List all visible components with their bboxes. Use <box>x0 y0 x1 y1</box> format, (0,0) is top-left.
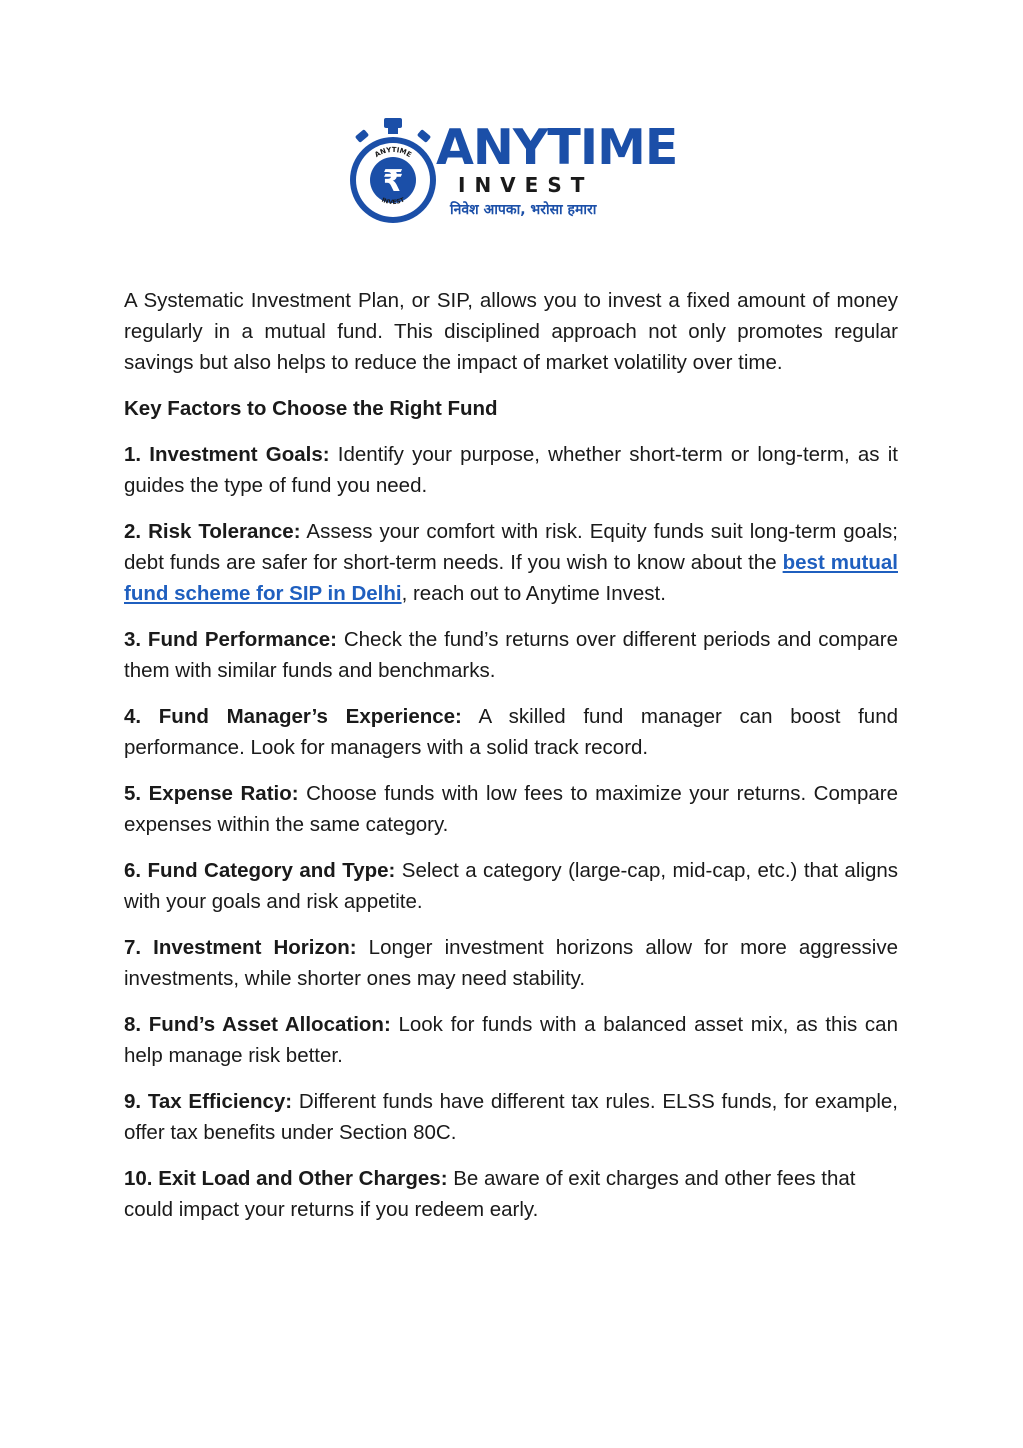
factor-label: 4. Fund Manager’s Experience: <box>124 705 462 728</box>
factor-text: Identify your purpose, whether short-term or long-term, as it guides the type of fund you need. <box>124 443 898 497</box>
factor-item <box>124 1163 898 1225</box>
factor-text: Check the fund’s returns over different periods and compare them with similar funds and benchmarks. <box>124 628 898 682</box>
stopwatch-rupee-icon <box>348 118 438 228</box>
rupee-symbol: ₹ <box>382 164 404 199</box>
factor-text: Different funds have different tax rules. ELSS funds, for example, offer tax benefits under Section 80C. <box>124 1090 898 1144</box>
factor-text-after: , reach out to Anytime Invest. <box>401 582 666 605</box>
factor-item <box>124 1009 898 1071</box>
factor-label: 8. Fund’s Asset Allocation: <box>124 1013 391 1036</box>
factor-label: 5. Expense Ratio: <box>124 782 299 805</box>
sip-delhi-link[interactable]: best mutual fund scheme for SIP in Delhi <box>124 551 898 605</box>
logo-sub: INVEST <box>458 173 594 197</box>
intro-paragraph: A Systematic Investment Plan, or SIP, allows you to invest a fixed amount of money regularly in a mutual fund. This disciplined approach not only promotes regular savings but also helps to reduce the impact of market volatility over time. <box>124 289 898 374</box>
factor-text: Longer investment horizons allow for more aggressive investments, while shorter ones may need stability. <box>124 936 899 990</box>
factor-label: 10. Exit Load and Other Charges: <box>124 1167 448 1190</box>
factor-label: 1. Investment Goals: <box>124 443 330 466</box>
factor-label: 3. Fund Performance: <box>124 628 338 651</box>
factor-label: 6. Fund Category and Type: <box>124 859 396 882</box>
article-body <box>124 285 898 1240</box>
logo-brand: ANYTIME <box>436 119 678 176</box>
factor-label: 7. Investment Horizon: <box>124 936 357 959</box>
badge-top-text: ANYTIME <box>373 145 413 160</box>
factor-item <box>124 1086 898 1148</box>
section-heading: Key Factors to Choose the Right Fund <box>124 397 498 420</box>
factor-text: Assess your comfort with risk. Equity funds suit long-term goals; debt funds are safer for short-term needs. If you wish to know about the <box>124 520 898 574</box>
logo-tagline: निवेश आपका, भरोसा हमारा <box>450 202 597 218</box>
factor-item <box>124 701 898 763</box>
factor-text: A skilled fund manager can boost fund performance. Look for managers with a solid track record. <box>124 705 899 759</box>
factor-item <box>124 516 898 609</box>
factor-item <box>124 439 898 501</box>
factor-label: 2. Risk Tolerance: <box>124 520 301 543</box>
factor-text: Be aware of exit charges and other fees that could impact your returns if you redeem early. <box>124 1167 856 1221</box>
factor-label: 9. Tax Efficiency: <box>124 1090 293 1113</box>
anytime-invest-logo <box>348 118 678 228</box>
factor-text: Choose funds with low fees to maximize your returns. Compare expenses within the same category. <box>124 782 898 836</box>
logo-wordmark <box>436 119 678 220</box>
badge-bottom-text: INVEST <box>380 196 406 207</box>
factor-text: Look for funds with a balanced asset mix, as this can help manage risk better. <box>124 1013 898 1067</box>
factor-text: Select a category (large-cap, mid-cap, etc.) that aligns with your goals and risk appetite. <box>124 859 898 913</box>
factor-item <box>124 624 898 686</box>
factor-item <box>124 778 898 840</box>
factor-item <box>124 855 898 917</box>
factor-item <box>124 932 898 994</box>
